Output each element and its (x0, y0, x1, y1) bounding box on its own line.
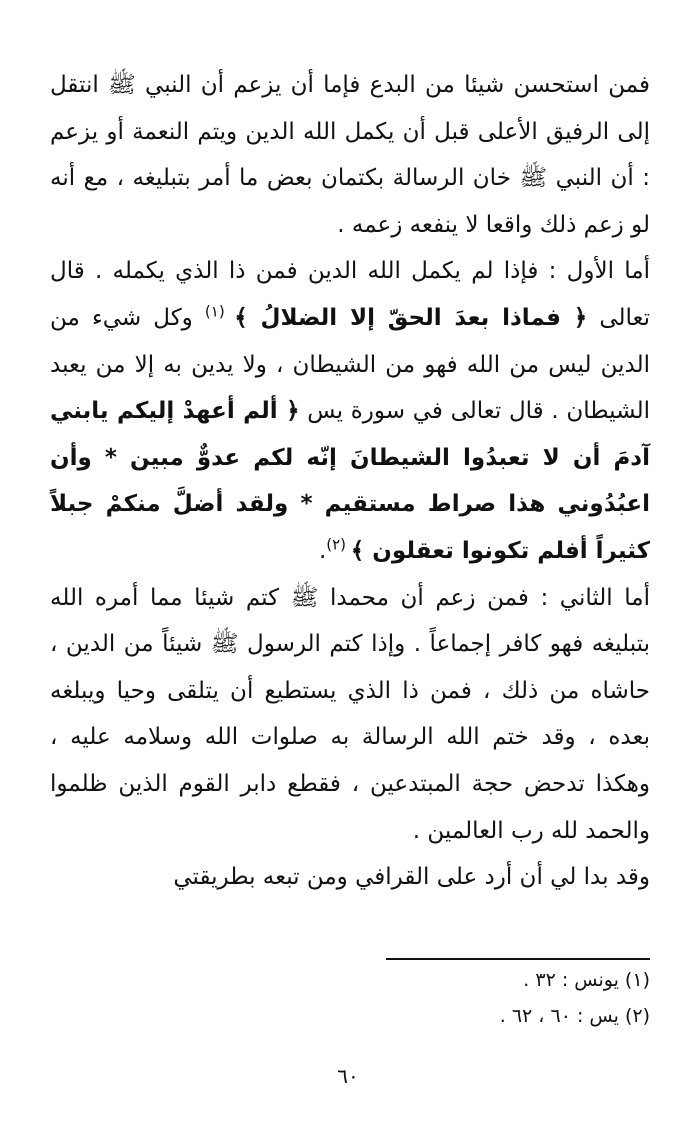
paragraph-4 (50, 854, 650, 901)
footnotes (290, 962, 650, 1034)
footnote-1: (١) يونس : ٣٢ . (523, 969, 650, 991)
footnote-divider (386, 958, 650, 960)
page-number: ٦٠ (337, 1064, 359, 1088)
paragraph-2 (50, 248, 650, 574)
quran-quote-2: ﴿ ألم أعهدْ إليكم يابني آدمَ أن لا تعبدُوا الشيطانَ إنّه لكم عدوٌّ مبين * وأن اعبُدُوني هذا صراط مستقيم * ولقد أضلَّ منكمْ جبلاً كثيراً أفلم تكونوا تعقلون ﴾ (50, 398, 650, 564)
footnote-ref-1: (١) (204, 302, 235, 321)
quran-quote-1: ﴿ فماذا بعدَ الحقّ إلا الضلالُ ﴾ (234, 304, 588, 331)
paragraph-2-text-a: أما الأول : فإذا لم يكمل الله الدين فمن ذا الذي يكمله . قال تعالى (50, 258, 650, 331)
paragraph-1 (50, 62, 650, 248)
paragraph-3 (50, 575, 650, 855)
paragraph-2-text-b: وكل شيء من الدين ليس من الله فهو من الشيطان ، ولا يدين به إلا من يعبد الشيطان . قال تعالى في سورة يس (50, 304, 650, 425)
paragraph-3-text: أما الثاني : فمن زعم أن محمدا ﷺ كتم شيئا مما أمره الله بتبليغه فهو كافر إجماعاً . وإذا كتم الرسول ﷺ شيئاً من الدين ، حاشاه من ذلك ، فمن ذا الذي يستطيع أن يتلقى وحيا ويبلغه بعده ، وقد ختم الله الرسالة به صلوات الله وسلامه عليه ، وهكذا تدحض حجة المبتدعين ، فقطع دابر القوم الذين ظلموا والحمد لله رب العالمين . (50, 584, 650, 844)
footnote-ref-2: (٢) (326, 535, 351, 554)
main-text (50, 62, 650, 901)
paragraph-4-text: وقد بدا لي أن أرد على القرافي ومن تبعه بطريقتي (173, 864, 650, 891)
paragraph-2-text-c: . (318, 537, 327, 564)
footnote-2: (٢) يس : ٦٠ ، ٦٢ . (499, 1005, 650, 1027)
paragraph-1-text: فمن استحسن شيئا من البدع فإما أن يزعم أن النبي ﷺ انتقل إلى الرفيق الأعلى قبل أن يكمل الله الدين ويتم النعمة أو يزعم : أن النبي ﷺ خان الرسالة بكتمان بعض ما أمر بتبليغه ، مع أنه لو زعم ذلك واقعا لا ينفعه زعمه . (50, 72, 650, 238)
